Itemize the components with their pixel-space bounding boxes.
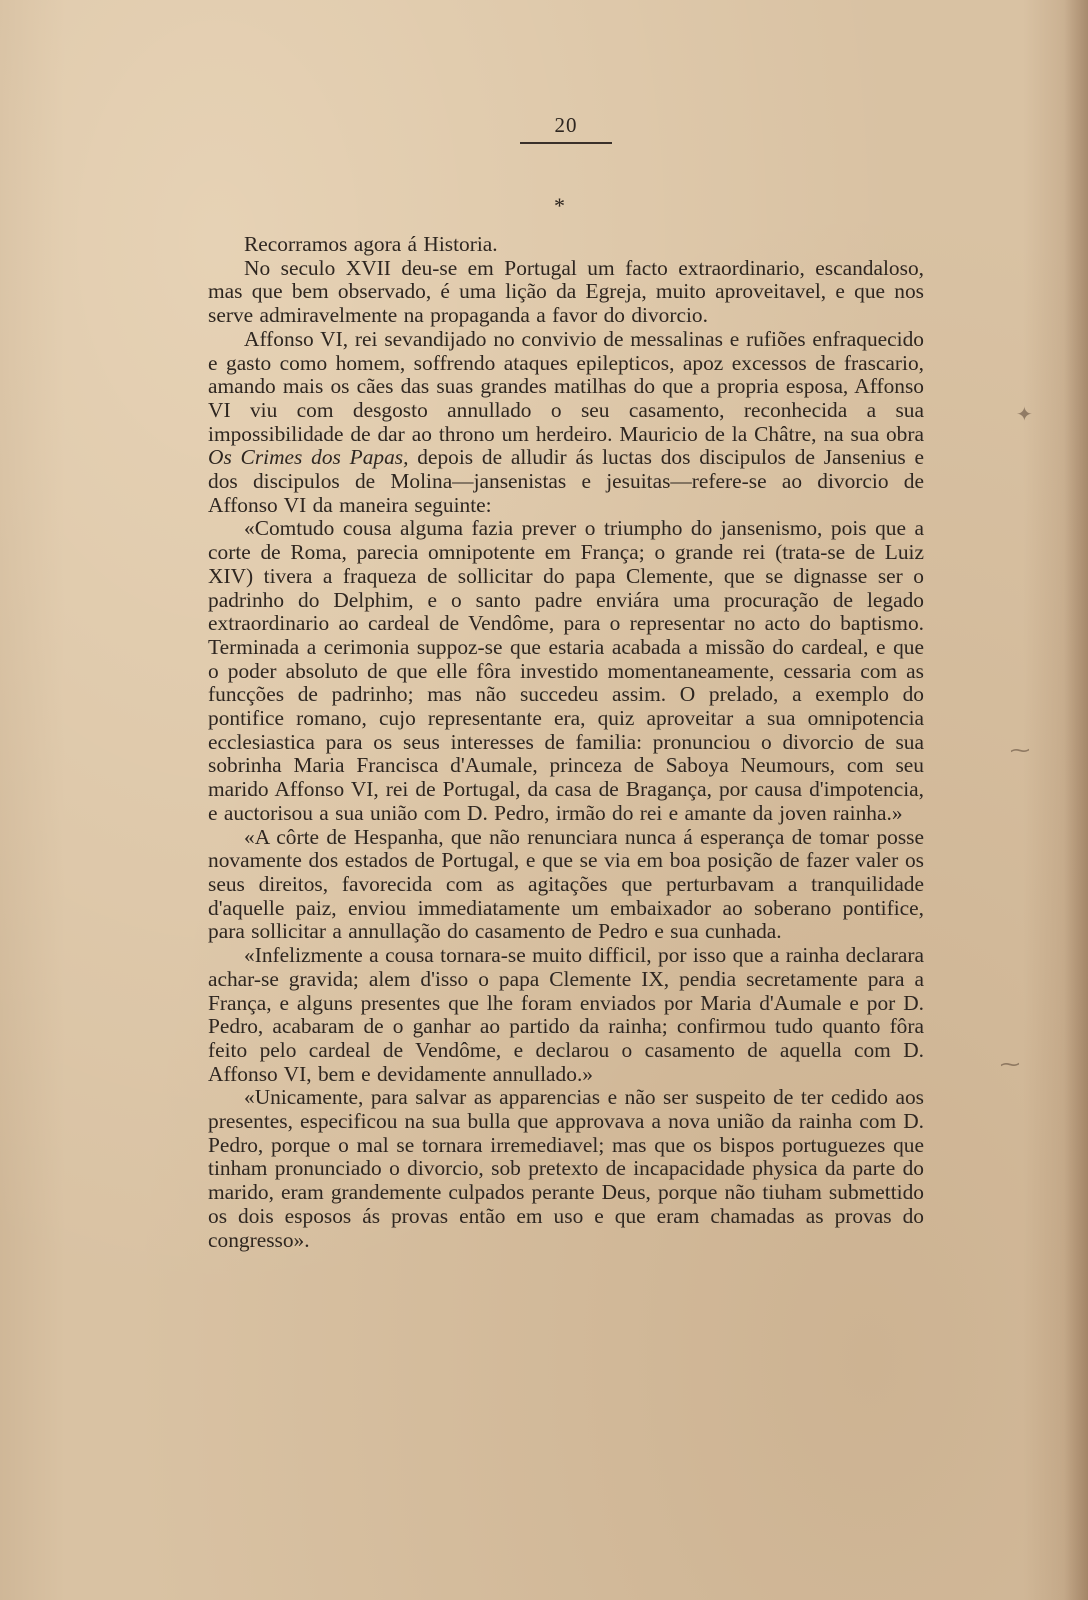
section-asterism: * [554, 193, 565, 218]
page-number: 20 [520, 113, 612, 144]
paragraph-4: «Comtudo cousa alguma fazia prever o triumpho do jansenismo, pois que a corte de Roma, parecia omnipotente em França; o grande rei (trata-se de Luiz XIV) tivera a fraqueza de sollicitar do papa Clemente, que se dignasse ser o padrinho do Delphim, e o santo padre enviára uma procuração de legado extraordinario ao cardeal de Vendôme, para o representar no acto do baptismo. Terminada a cerimonia suppoz-se que estaria acabada a missão do cardeal, e que o poder absoluto de que elle fôra investido momentaneamente, cessaria com as funcções de padrinho; mas não succedeu assim. O prelado, a exemplo do pontifice romano, cujo representante era, quiz aproveitar a sua omnipotencia ecclesiastica para os seus interesses de familia: pronunciou o divorcio de sua sobrinha Maria Francisca d'Aumale, princeza de Saboya Neumours, com seu marido Affonso VI, rei de Portugal, da casa de Bragança, por causa d'impotencia, e auctorisou a sua união com D. Pedro, irmão do rei e amante da joven rainha.» [208, 516, 924, 825]
paragraph-7: «Unicamente, para salvar as apparencias e não ser suspeito de ter cedido aos presentes, especificou na sua bulla que approvava a nova união da rainha com D. Pedro, porque o mal se tornara irremediavel; mas que os bispos portuguezes que tinham pronunciado o divorcio, sob pretexto de incapacidade physica da parte do marido, eram grandemente culpados perante Deus, porque não tiuham submettido os dois esposos ás provas então em uso e que eram chamadas as provas do congresso». [208, 1085, 924, 1252]
paragraph-3 [208, 328, 924, 518]
paragraph-3-text-after: depois de alludir ás luctas dos discipulos de Jansenius e dos discipulos de Molina—jansenistas e jesuitas—refere-se ao divorcio de Affonso VI da maneira seguinte: [208, 445, 925, 517]
paragraph-2: No seculo XVII deu-se em Portugal um facto extraordinario, escandaloso, mas que bem observado, é uma lição da Egreja, muito aproveitavel, e que nos serve admiravelmente na propaganda a favor do divorcio. [208, 255, 924, 328]
body-text [208, 233, 924, 1252]
foxing-mark-2: ⁓ [1010, 738, 1030, 762]
foxing-mark-3: ⁓ [1000, 1052, 1020, 1076]
book-title-italic: Os Crimes dos Papas, [208, 445, 409, 470]
paragraph-5: «A côrte de Hespanha, que não renunciara nunca á esperança de tomar posse novamente dos estados de Portugal, e que se via em boa posição de fazer valer os seus direitos, favorecida com as agitações que perturbavam a tranquilidade d'aquelle paiz, enviou immediatamente um embaixador ao soberano pontifice, para sollicitar a annullação do casamento de Pedro e sua cunhada. [208, 824, 924, 944]
page-edge-shadow [1064, 0, 1088, 1600]
paragraph-1: Recorramos agora á Historia. [244, 232, 498, 256]
paragraph-3-text: Affonso VI, rei sevandijado no convivio de messalinas e rufiões enfraquecido e gasto como homem, soffrendo ataques epilepticos, apoz excessos de frascario, amando mais os cães das suas grandes matilhas do que a propria esposa, Affonso VI viu com desgosto annullado o seu casamento, reconhecida a sua impossibilidade de dar ao throno um herdeiro. Mauricio de la Châtre, na sua obra [208, 326, 924, 446]
paragraph-6: «Infelizmente a cousa tornara-se muito difficil, por isso que a rainha declarara achar-se gravida; alem d'isso o papa Clemente IX, pendia secretamente para a França, e alguns presentes que lhe foram enviados por Maria d'Aumale e por D. Pedro, acabaram de o ganhar ao partido da rainha; confirmou tudo quanto fôra feito pelo cardeal de Vendôme, e declarou o casamento de aquella com D. Affonso VI, bem e devidamente annullado.» [208, 943, 924, 1086]
foxing-mark-1: ✦ [1016, 402, 1033, 426]
